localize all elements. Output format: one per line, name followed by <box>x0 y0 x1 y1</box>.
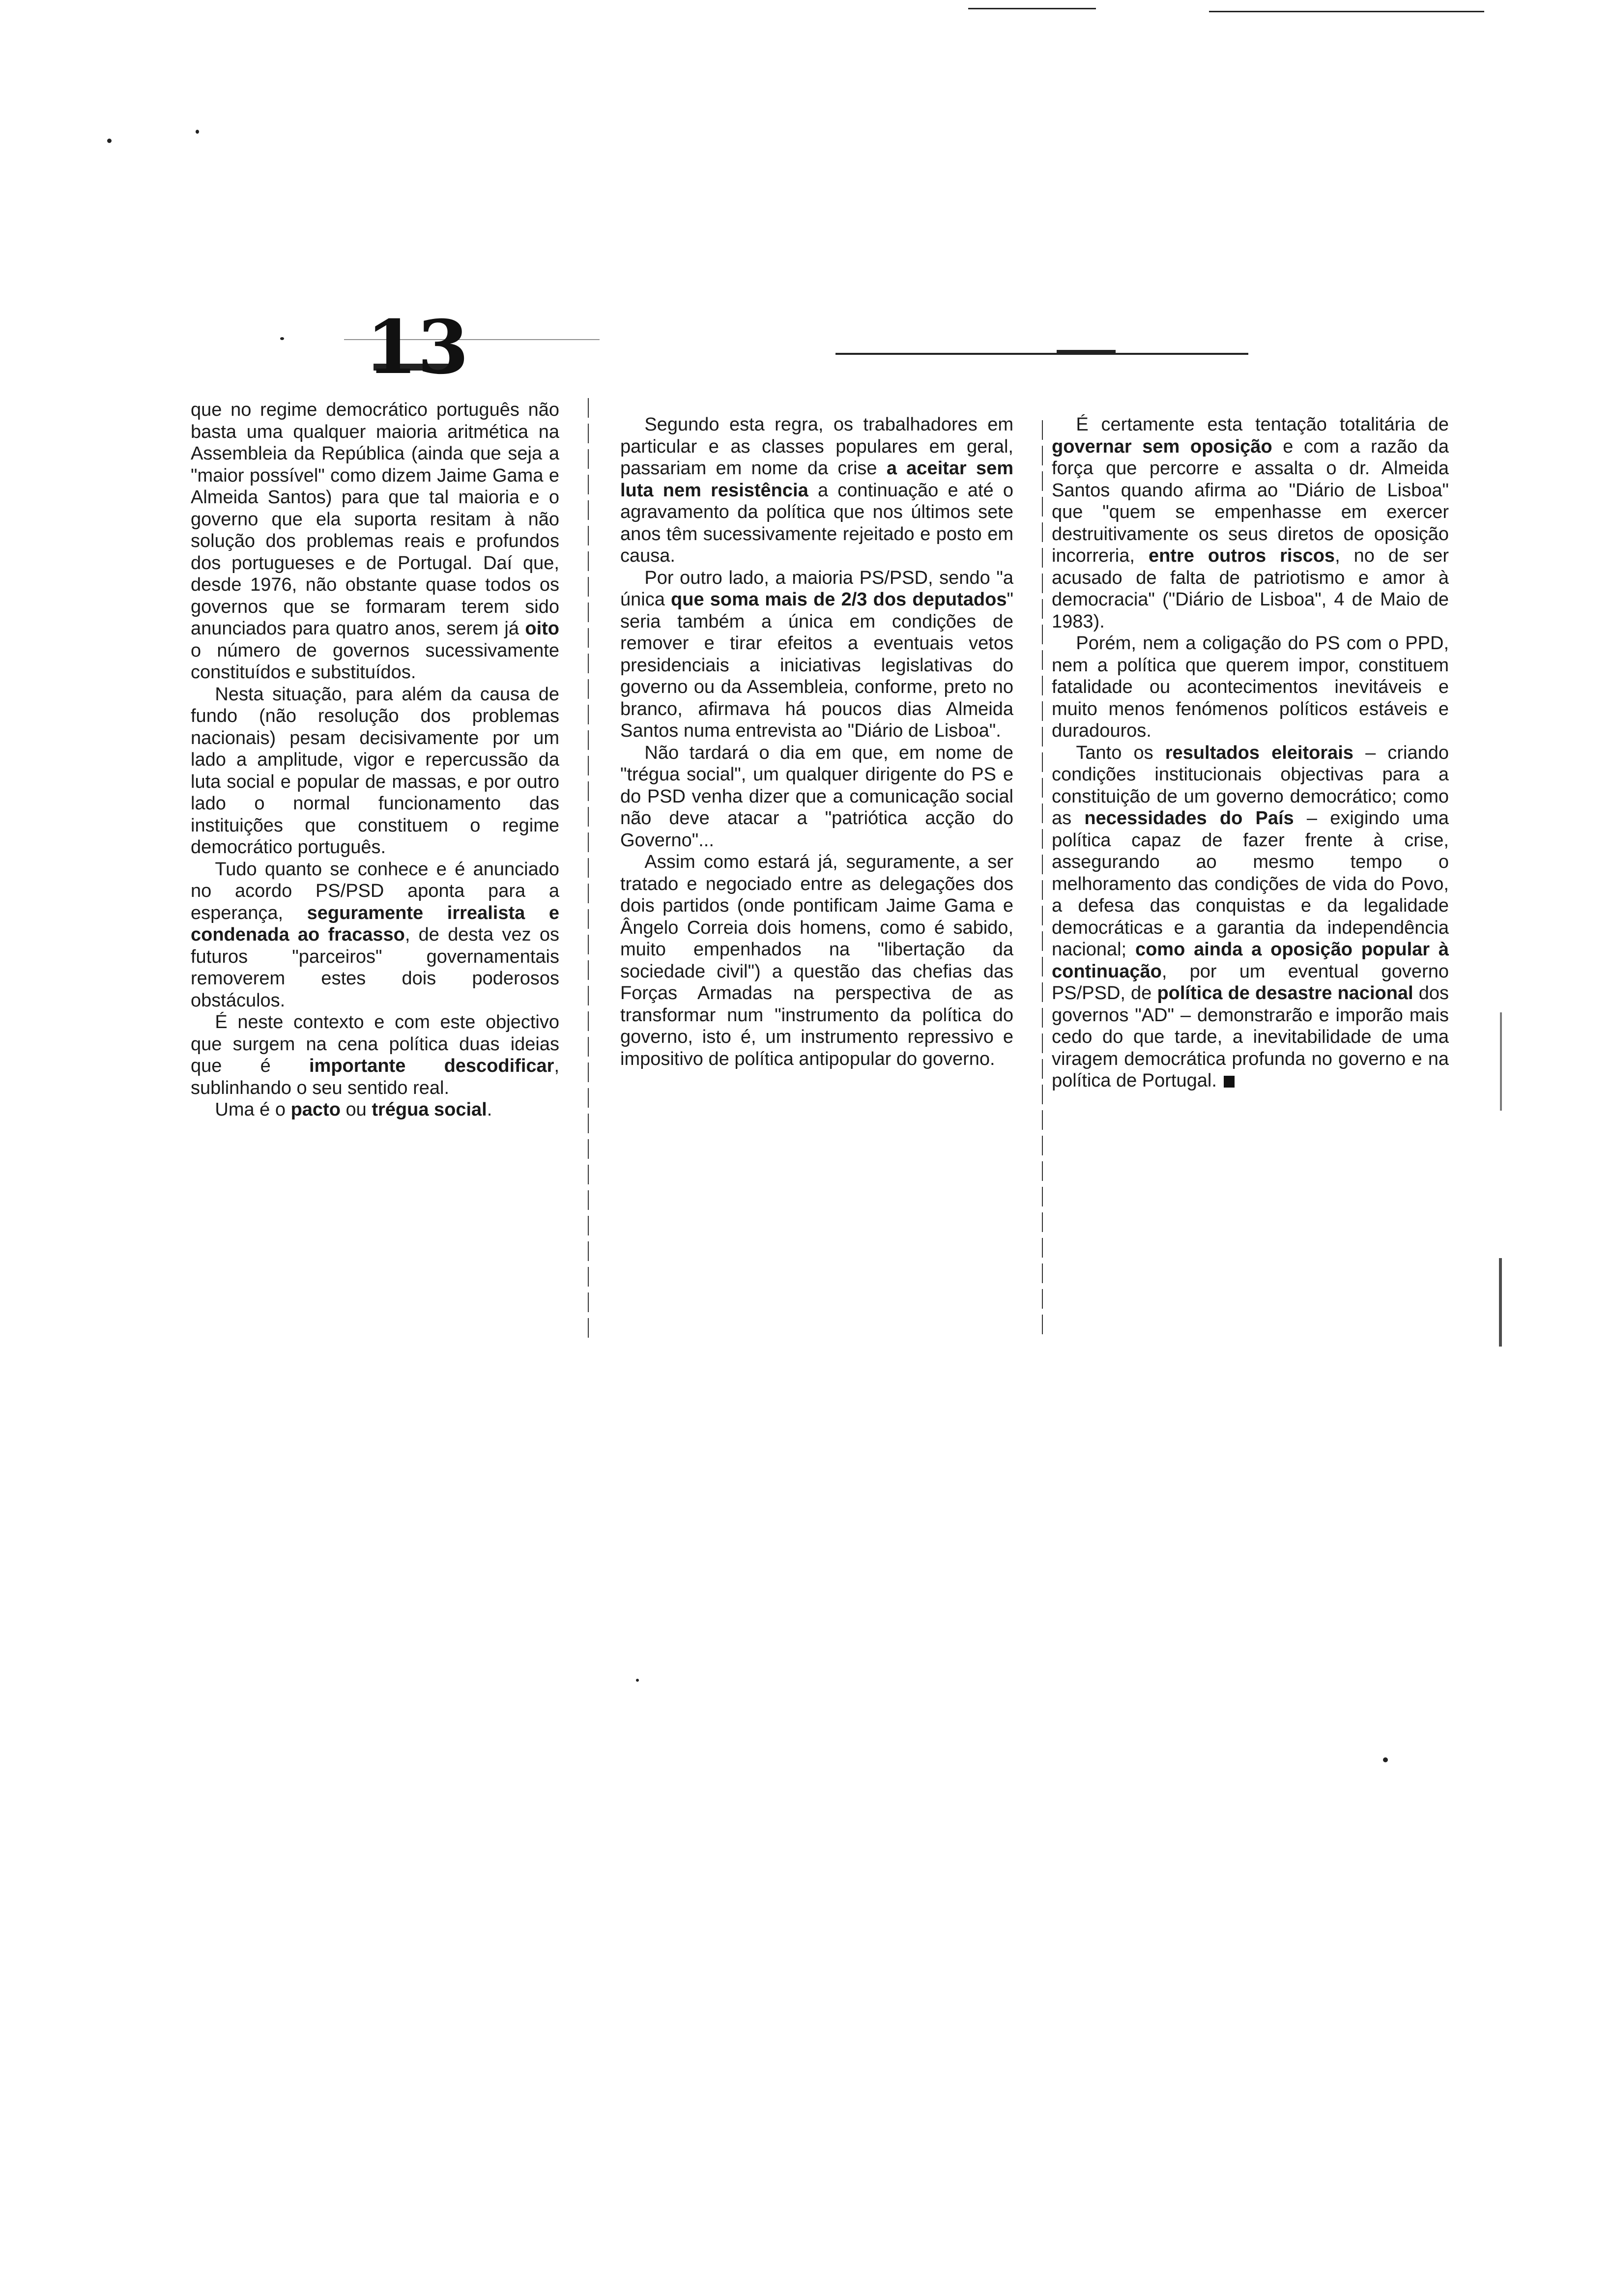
paragraph <box>1052 632 1449 742</box>
paragraph <box>191 1099 559 1121</box>
paragraph <box>191 684 559 859</box>
text-run: dos governos "AD" – demonstrarão e imporão mais cedo do que tarde, a inevitabilidade de uma viragem democrática profunda no governo e na política de Portugal. <box>1052 983 1449 1091</box>
paragraph <box>620 851 1013 1070</box>
text-run: Assim como estará já, seguramente, a ser tratado e negociado entre as delegações dos dois partidos (onde pontificam Jaime Gama e Ângelo Correia dois homens, como é sabido, muito empenhados na "libertação da sociedade civil") a questão das chefias das Forças Armadas na perspectiva de as transformar num "instrumento da política do governo, isto é, um instrumento repressivo e impositivo de política antipopular do governo. <box>620 852 1013 1069</box>
bold-emphasis: oito <box>525 618 559 639</box>
text-run: , no de ser acusado de falta de patriotismo e amor à democracia" ("Diário de Lisboa", 4 de Maio de 1983). <box>1052 545 1449 632</box>
speck <box>1383 1757 1388 1762</box>
text-run: , por um eventual governo PS/PSD, de <box>1052 961 1449 1004</box>
bold-emphasis: entre outros riscos <box>1148 545 1335 566</box>
bold-emphasis: a aceitar sem luta nem resistência <box>620 458 1014 501</box>
paragraph <box>620 567 1013 742</box>
paragraph <box>620 414 1013 567</box>
text-run: " seria também a única em condições de remover e tirar efeitos a eventuais vetos presidenciais a iniciativas legislativas do governo ou da Assembleia, conforme, preto no branco, afirmava há poucos dias Almeida Santos numa entrevista ao "Diário de Lisboa". <box>620 589 1013 741</box>
text-run: – exigindo uma política capaz de fazer frente à crise, assegurando ao mesmo tempo o melhoramento das condições de vida do Povo, a defesa das conquistas e da legalidade democráticas e a garantia da independência nacional; <box>1052 808 1449 960</box>
bold-emphasis: política de desastre nacional <box>1157 983 1413 1004</box>
article-column-1 <box>191 399 559 1121</box>
text-run: Porém, nem a coligação do PS com o PPD, nem a política que querem impor, constituem fatalidade ou acontecimentos inevitáveis e muito menos fenómenos políticos estáveis e duradouros. <box>1052 633 1449 741</box>
text-run: Nesta situação, para além da causa de fundo (não resolução dos problemas nacionais) pesam decisivamente por um lado a amplitude, vigor e repercussão da luta social e popular de massas, e por outro lado o normal funcionamento das instituições que constituem o regime democrático português. <box>191 684 559 858</box>
text-run: e com a razão da força que percorre e assalta o dr. Almeida Santos quando afirma ao "Diário de Lisboa" que "quem se empenhasse em exercer destruitivamente os seus diretos de oposição incorreria, <box>1052 436 1449 566</box>
text-run: É certamente esta tentação totalitária de <box>1076 414 1449 435</box>
text-run: Tanto os <box>1076 742 1165 763</box>
text-run: – criando condições institucionais objectivas para a constituição de um governo democrático; como as <box>1052 742 1449 829</box>
text-run: . <box>487 1099 492 1120</box>
text-run: , de desta vez os futuros "parceiros" governamentais removerem estes dois poderosos obstáculos. <box>191 924 559 1011</box>
text-run: a continuação e até o agravamento da política que nos últimos sete anos têm sucessivamente rejeitado e posto em causa. <box>620 480 1013 566</box>
bold-emphasis: resultados eleitorais <box>1165 742 1353 763</box>
margin-mark-right-2 <box>1499 1258 1502 1347</box>
text-run: Tudo quanto se conhece e é anunciado no acordo PS/PSD aponta para a esperança, <box>191 859 559 923</box>
speck <box>280 337 284 340</box>
text-run: Uma é o <box>215 1099 291 1120</box>
text-run: Não tardará o dia em que, em nome de "trégua social", um qualquer dirigente do PS e do PSD venha dizer que a comunicação social não deve atacar a "patriótica acção do Governo"... <box>620 742 1013 851</box>
bold-emphasis: que soma mais de 2/3 dos deputados <box>671 589 1007 610</box>
bold-emphasis: seguramente irrealista e condenada ao fracasso <box>191 902 559 945</box>
header-long-rule <box>835 353 1248 355</box>
bold-emphasis: importante descodificar <box>309 1056 554 1076</box>
top-rule-right <box>1209 11 1484 12</box>
column-rule-1 <box>588 398 589 1342</box>
text-run: Por outro lado, a maioria PS/PSD, sendo "a única <box>620 567 1013 610</box>
paragraph <box>1052 742 1449 1092</box>
text-run: , sublinhando o seu sentido real. <box>191 1056 559 1098</box>
speck <box>107 139 112 143</box>
text-run: É neste contexto e com este objectivo que surgem na cena política duas ideias que é <box>191 1012 559 1076</box>
top-rule-left <box>968 8 1096 9</box>
column-rule-2 <box>1042 420 1043 1339</box>
page-number: 13 <box>366 304 469 391</box>
text-run: o número de governos sucessivamente constituídos e substituídos. <box>191 640 559 683</box>
paragraph <box>1052 414 1449 632</box>
paragraph <box>191 1011 559 1099</box>
end-of-article-mark <box>1224 1076 1235 1088</box>
bold-emphasis: pacto <box>290 1099 341 1120</box>
paragraph <box>620 742 1013 852</box>
article-column-2 <box>620 414 1013 1070</box>
speck <box>196 130 199 134</box>
bold-emphasis: governar sem oposição <box>1052 436 1272 457</box>
bold-emphasis: necessidades do País <box>1084 808 1294 829</box>
header-long-rule-accent <box>1057 350 1116 354</box>
text-run: que no regime democrático português não basta uma qualquer maioria aritmética na Assembleia da República (ainda que seja a "maior possível" como dizem Jaime Gama e Almeida Santos) para que tal maioria e o governo que ela suporta resitam à não solução dos problemas reais e profundos dos portugueses e de Portugal. Daí que, desde 1976, não obstante quase todos os governos que se formaram terem sido anunciados para quatro anos, serem já <box>191 400 559 639</box>
article-column-3 <box>1052 414 1449 1092</box>
speck <box>636 1679 639 1682</box>
paragraph <box>191 859 559 1012</box>
bold-emphasis: trégua social <box>372 1099 487 1120</box>
margin-mark-right <box>1500 1012 1502 1111</box>
bold-emphasis: como ainda a oposição popular à continuação <box>1052 939 1449 982</box>
text-run: Segundo esta regra, os trabalhadores em particular e as classes populares em geral, passariam em nome da crise <box>620 414 1013 479</box>
paragraph <box>191 399 559 684</box>
text-run: ou <box>340 1099 372 1120</box>
